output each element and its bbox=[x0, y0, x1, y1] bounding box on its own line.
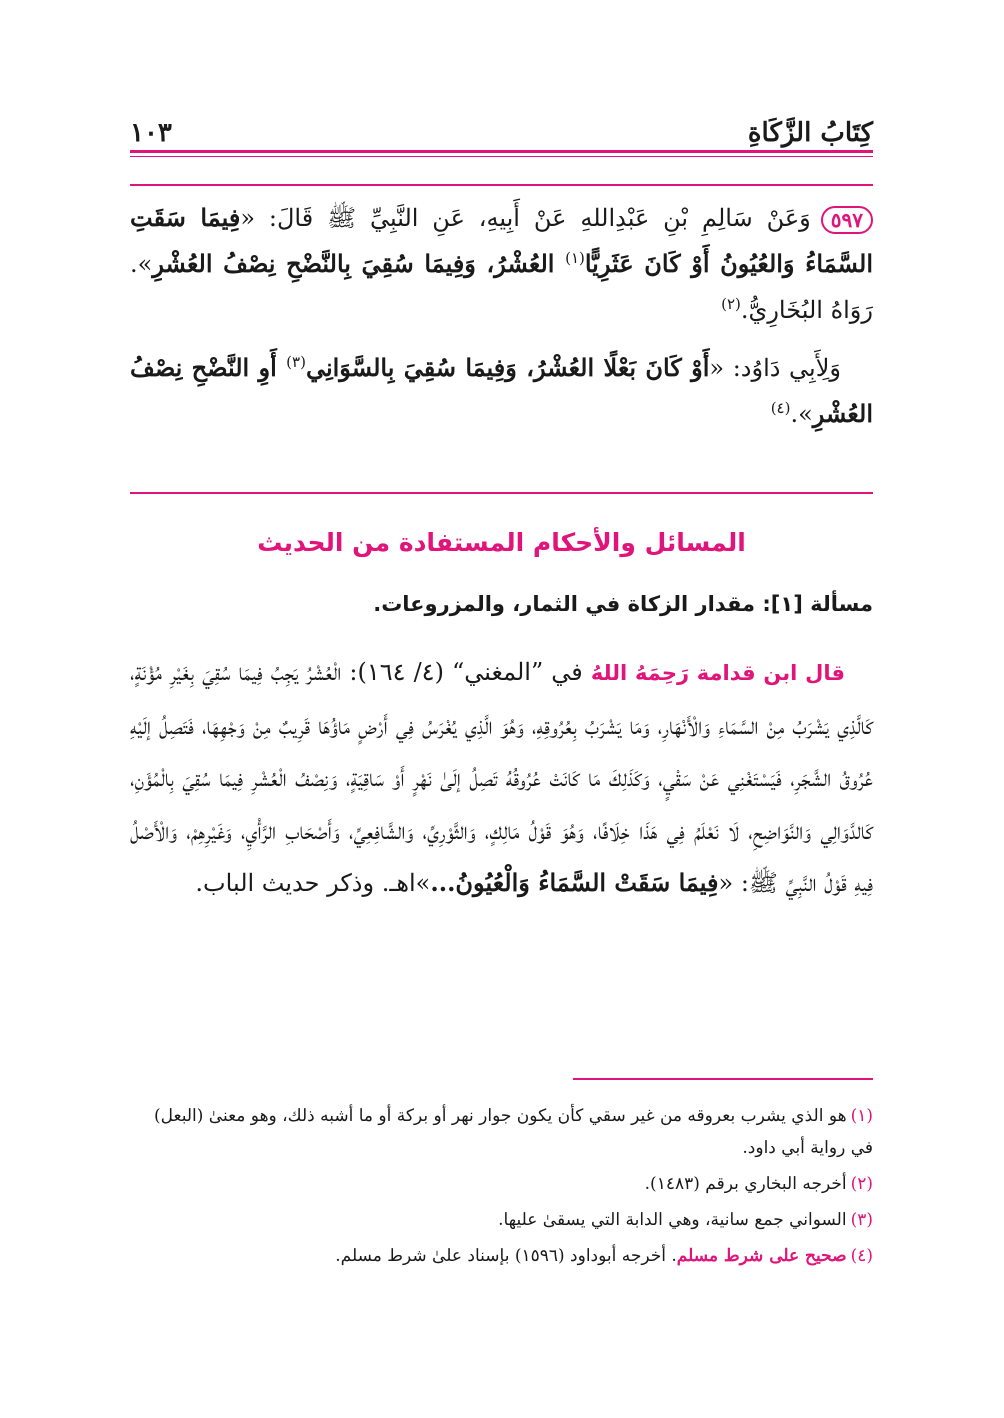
footnote-separator bbox=[573, 1078, 873, 1080]
footnote-text: أخرجه البخاري برقم (١٤٨٣). bbox=[644, 1174, 847, 1194]
footnote-text: السواني جمع سانية، وهي الدابة التي يسقىٰ عليها. bbox=[498, 1210, 847, 1230]
header-rule-thin bbox=[130, 156, 873, 157]
header-rule bbox=[130, 150, 873, 153]
running-header bbox=[130, 112, 873, 148]
hadith-bottom-rule bbox=[130, 492, 873, 494]
footnote-number: (٣) bbox=[850, 1210, 873, 1230]
section-heading: المسائل والأحكام المستفادة من الحديث bbox=[257, 528, 746, 557]
hadith-paragraph-2 bbox=[130, 345, 873, 437]
footnote-ref-4[interactable]: (٤) bbox=[770, 399, 791, 417]
footnote-ref-1[interactable]: (١) bbox=[565, 249, 585, 267]
issue-title: مسألة [١]: مقدار الزكاة في الثمار، والمزروعات. bbox=[373, 592, 873, 616]
chapter-title: كِتَابُ الزَّكَاةِ bbox=[747, 118, 873, 148]
body-quote: فِيمَا سَقَتْ السَّمَاءُ وَالْعُيُونُ... bbox=[430, 868, 719, 897]
abu-dawud-intro: وَلِأَبِي دَاوُد: « bbox=[709, 354, 842, 382]
footnote-3 bbox=[130, 1204, 873, 1236]
hadith-number-badge: ٥٩٧ bbox=[821, 206, 873, 234]
hadith-top-rule bbox=[130, 184, 873, 186]
issue-body bbox=[130, 646, 873, 910]
footnote-number: (١) bbox=[850, 1106, 873, 1126]
hadith-block bbox=[130, 195, 873, 437]
footnote-1 bbox=[130, 1100, 873, 1164]
footnote-grade: صحيح على شرط مسلم bbox=[676, 1246, 847, 1266]
body-text-b: »اهـ. وذكر حديث الباب. bbox=[195, 869, 431, 897]
hadith-text-cont: العُشْرُ، وَفِيمَا سُقِيَ بِالنَّضْحِ نِصْفُ العُشْرِ bbox=[152, 249, 566, 278]
footnote-text: . أخرجه أبوداود (١٥٩٦) بإسناد علىٰ شرط مسلم. bbox=[335, 1246, 677, 1266]
abu-dawud-text-cont: أَوِ النَّضْحِ نِصْفُ العُشْرِ bbox=[130, 353, 873, 428]
page bbox=[130, 0, 873, 1418]
footnote-number: (٢) bbox=[850, 1174, 873, 1194]
footnote-text: هو الذي يشرب بعروقه من غير سقي كأن يكون جوار نهر أو بركة أو ما أشبه ذلك، وهو معنىٰ (البعل) في رواية أبي داود. bbox=[154, 1106, 873, 1158]
hadith-chain: وَعَنْ سَالِمِ بْنِ عَبْدِاللهِ عَنْ أَبِيهِ، عَنِ النَّبِيِّ ﷺ قَالَ: « bbox=[240, 204, 811, 232]
abu-dawud-text: أَوْ كَانَ بَعْلًا العُشْرُ، وَفِيمَا سُقِيَ بِالسَّوَانِي bbox=[305, 353, 710, 382]
footnote-number: (٤) bbox=[850, 1246, 873, 1266]
page-number: ١٠٣ bbox=[130, 118, 172, 148]
hadith-source: ». رَوَاهُ البُخَارِيُّ. bbox=[130, 250, 873, 324]
footnotes bbox=[130, 1100, 873, 1276]
abu-dawud-close: ». bbox=[790, 400, 813, 428]
footnote-ref-3[interactable]: (٣) bbox=[286, 353, 306, 371]
quoted-scholar: قال ابن قدامة رَحِمَهُ اللهُ bbox=[590, 661, 845, 685]
footnote-ref-2[interactable]: (٢) bbox=[721, 295, 741, 313]
footnote-2 bbox=[130, 1168, 873, 1200]
hadith-paragraph-1 bbox=[130, 195, 873, 333]
footnote-4 bbox=[130, 1240, 873, 1272]
hadith-text: فِيمَا سَقَتِ السَّمَاءُ وَالعُيُونُ أَوْ كَانَ عَثَرِيًّا bbox=[130, 203, 873, 278]
body-text-a: في ”المغني“ (٤/ ١٦٤): الْعُشْرُ يَجِبُ فِيمَا سُقِيَ بِغَيْرِ مُؤْنَةٍ، كَالَّذِي يَشْرَبُ مِنْ السَّمَاءِ وَالْأَنْهَارِ، وَمَا يَشْرَبُ بِعُرُوقِهِ، وَهُوَ الَّذِي يُغْرَسُ فِي أَرْضٍ مَاؤُهَا قَرِيبٌ مِنْ وَجْهِهَا، فَتَصِلُ إلَيْهِ عُرُوقُ الشَّجَرِ، فَيَسْتَغْنِي عَنْ سَقْيٍ، وَكَذَلِكَ مَا كَانَتْ عُرُوقُهُ تَصِلُ إلَىٰ نَهْرٍ أَوْ سَاقِيَةٍ، وَنِصْفُ الْعُشْرِ فِيمَا سُقِيَ بِالْمُؤَنِ، كَالدَّوَالِي وَالنَّوَاضِحِ، لَا نَعْلَمُ فِي هَذَا خِلَافًا، وَهُوَ قَوْلُ مَالِكٍ، وَالثَّوْرِيِّ، وَالشَّافِعِيِّ، وَأَصْحَابِ الرَّأْيِ، وَغَيْرِهِمْ، وَالْأَصْلُ فِيهِ قَوْلُ النَّبِيِّ ﷺ: « bbox=[130, 658, 873, 897]
